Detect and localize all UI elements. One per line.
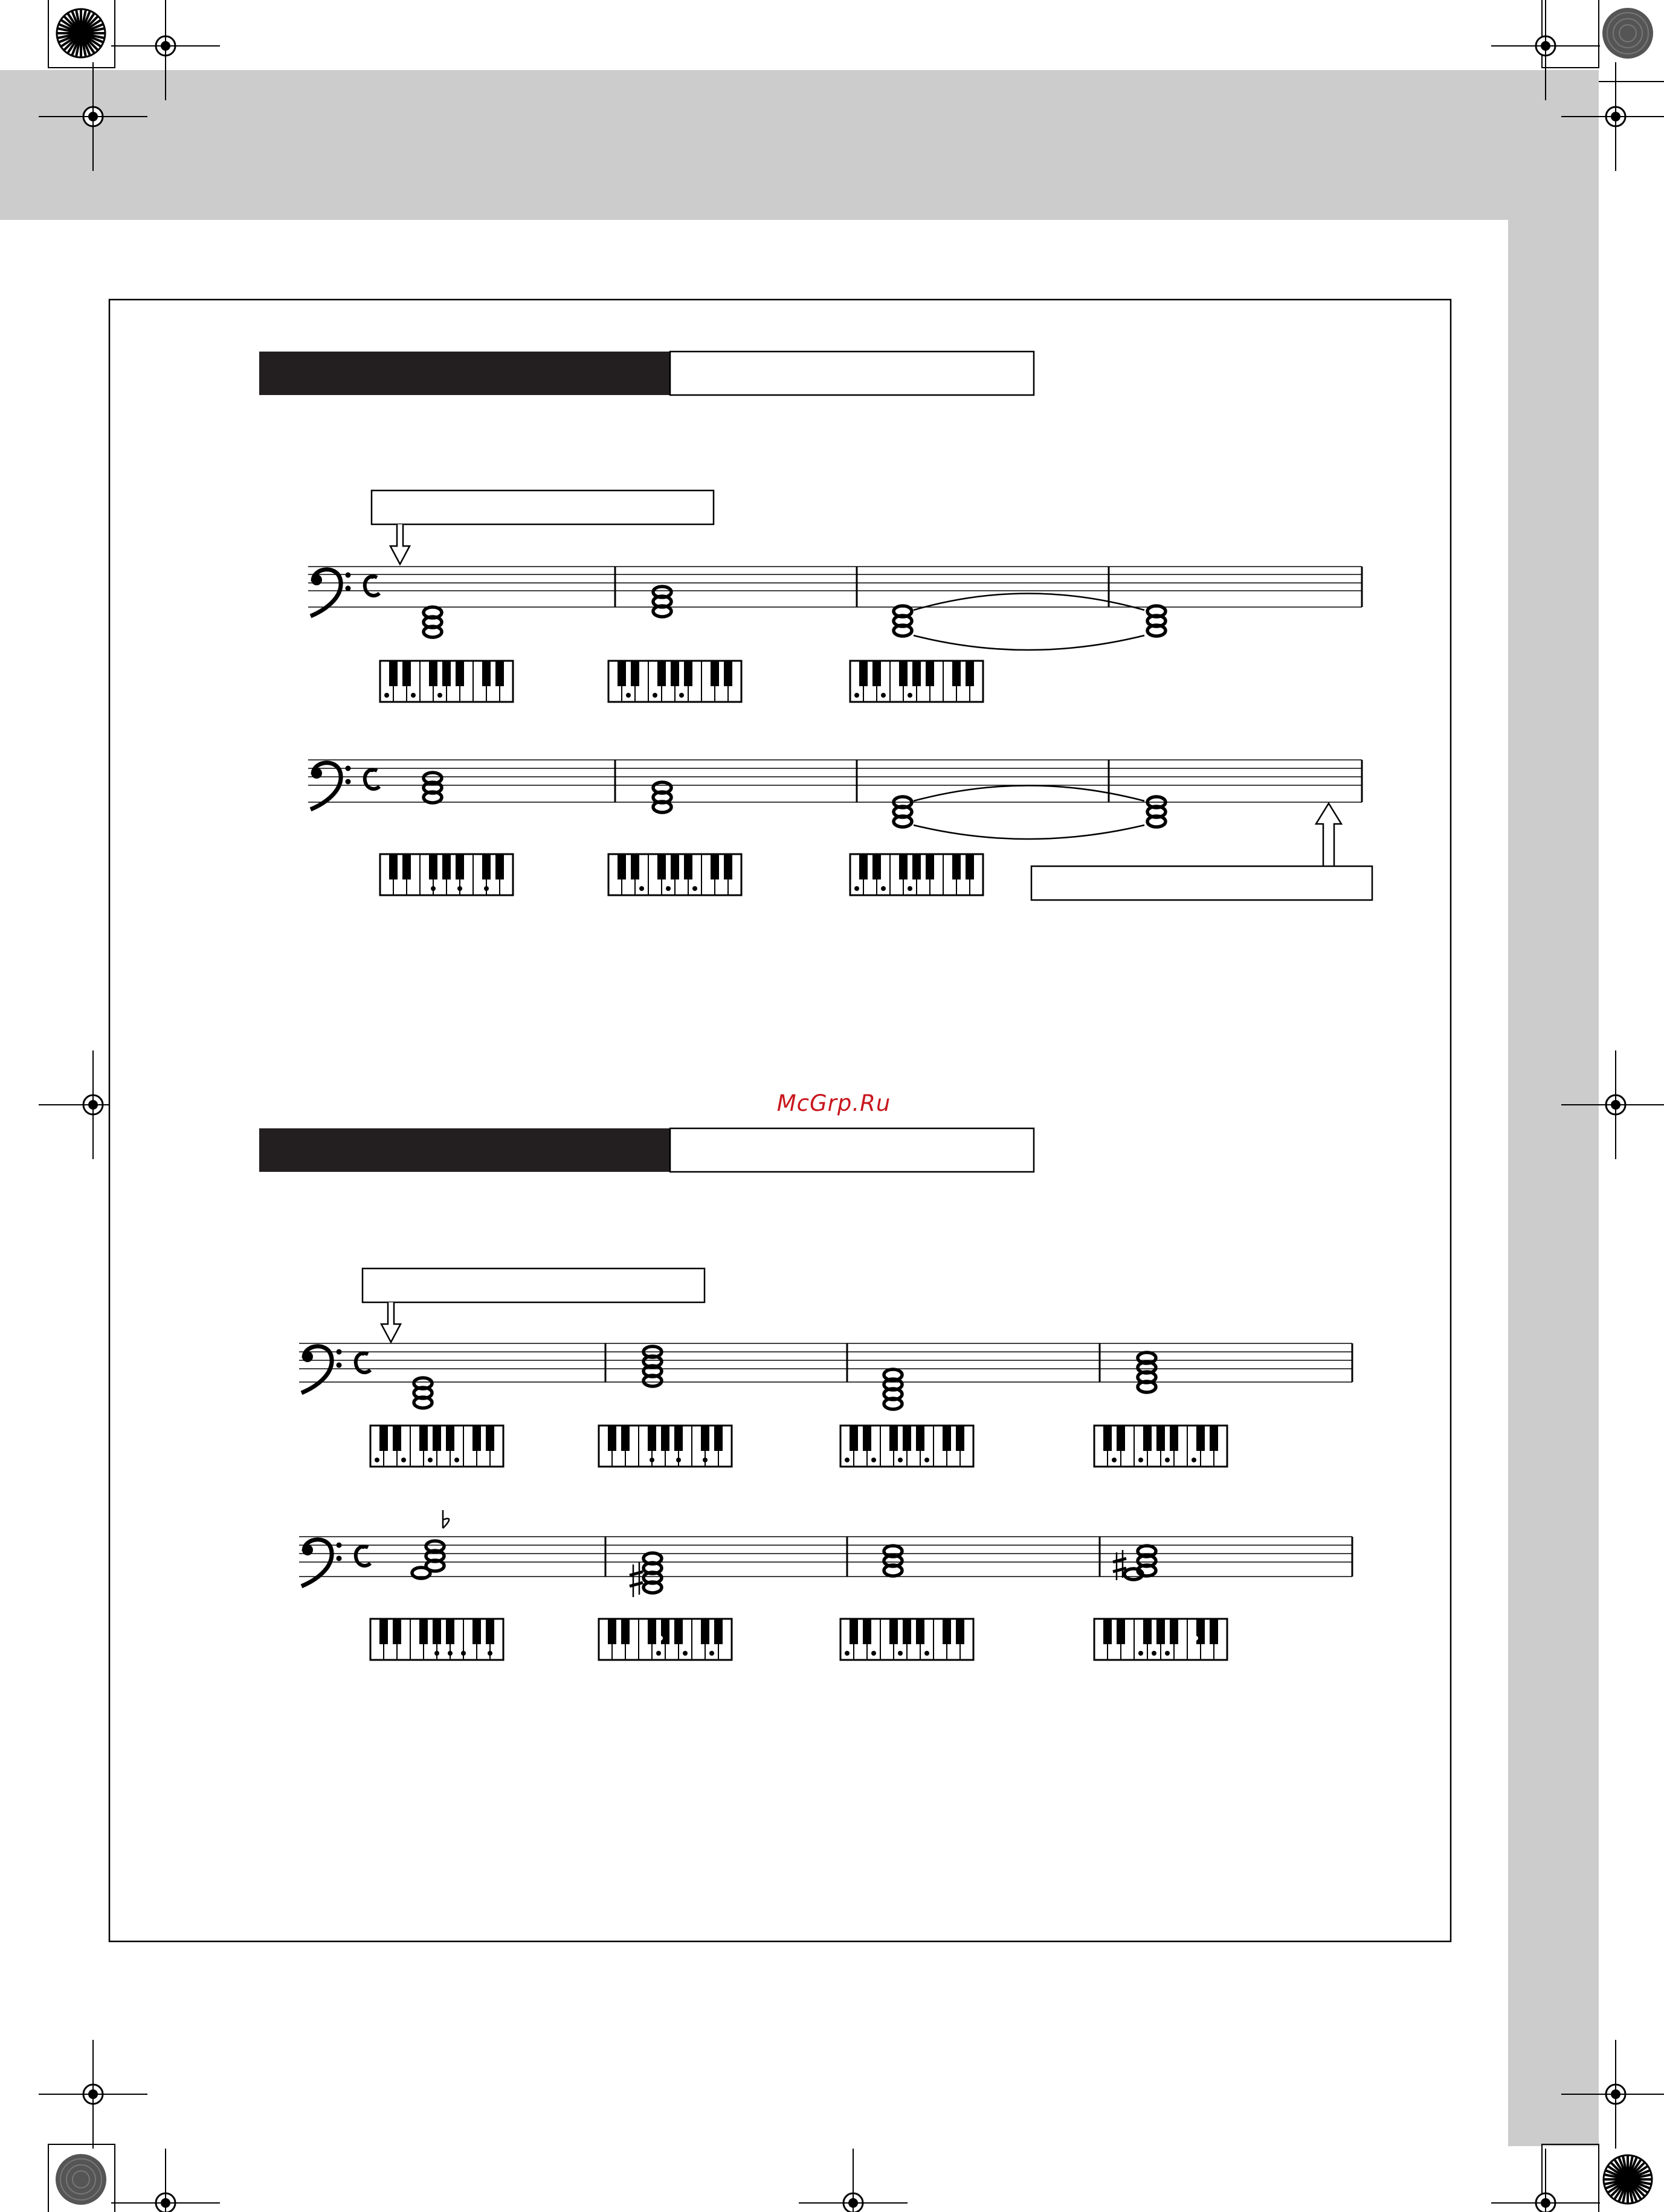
sunburst-target bbox=[1602, 2154, 1653, 2205]
keyboard-diagram bbox=[840, 1619, 973, 1660]
gray-disc-target bbox=[1602, 8, 1653, 59]
keyboard-diagram bbox=[370, 1619, 503, 1660]
keyboard-diagram bbox=[370, 1426, 503, 1467]
keyboard-diagram bbox=[380, 661, 513, 702]
keyboard-diagram bbox=[608, 854, 741, 895]
section-header-label-box bbox=[670, 1128, 1034, 1172]
registration-target bbox=[799, 2149, 908, 2212]
keyboard-diagram bbox=[1094, 1619, 1227, 1660]
gray-disc-target bbox=[56, 2154, 106, 2205]
section-header-label-box bbox=[670, 352, 1034, 395]
keyboard-diagram bbox=[850, 854, 983, 895]
sunburst-target bbox=[56, 8, 106, 59]
keyboard-diagram bbox=[599, 1426, 732, 1467]
keyboard-diagram bbox=[599, 1619, 732, 1660]
keyboard-diagram bbox=[850, 661, 983, 702]
section-header-bar bbox=[259, 352, 670, 395]
keyboard-diagram bbox=[608, 661, 741, 702]
right-gray-band bbox=[1508, 70, 1599, 2146]
registration-target bbox=[1491, 2149, 1600, 2212]
section-header-bar bbox=[259, 1128, 670, 1172]
callout-box bbox=[372, 490, 714, 524]
top-gray-band bbox=[0, 70, 1599, 220]
content-frame bbox=[109, 300, 1451, 1941]
registration-target bbox=[39, 2040, 147, 2149]
registration-target bbox=[111, 2149, 220, 2212]
keyboard-diagram bbox=[840, 1426, 973, 1467]
watermark: McGrp.Ru bbox=[776, 1090, 891, 1116]
keyboard-diagram bbox=[380, 854, 513, 895]
keyboard-diagram bbox=[1094, 1426, 1227, 1467]
callout-box bbox=[363, 1268, 705, 1302]
callout-box bbox=[1031, 866, 1372, 900]
